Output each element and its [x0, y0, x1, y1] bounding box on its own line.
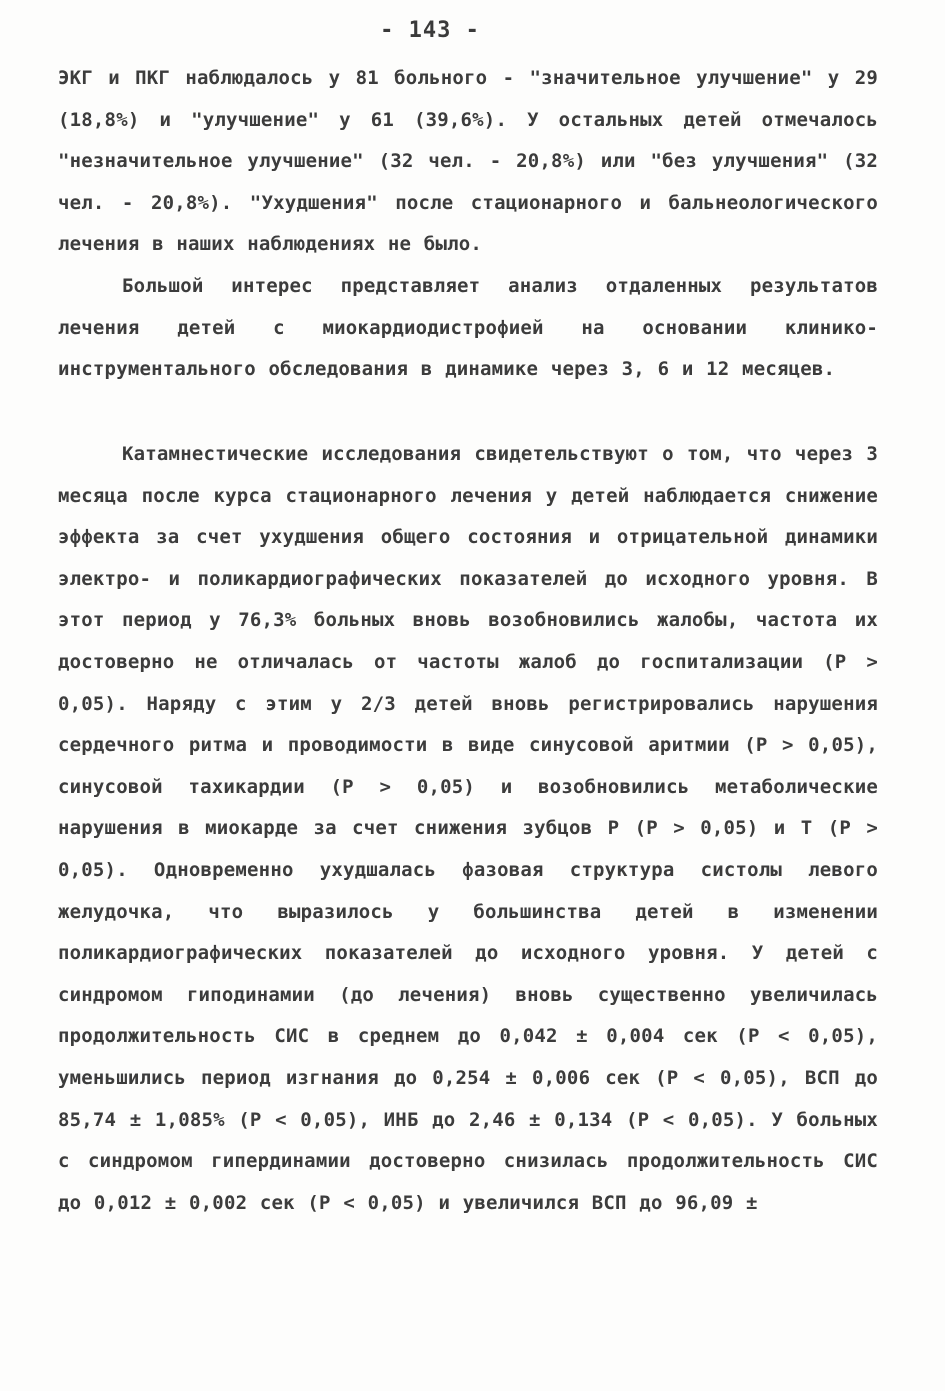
paragraph-3: Катамнестические исследования свидетельствуют о том, что через 3 месяца после курса стационарного лечения у детей наблюдается снижение эффекта за счет ухудшения общего состояния и отрицательной динамики электро- и поликардиографических показателей до исходного уровня. В этот период у 76,3% больных вновь возобновились жалобы, частота их достоверно не отличалась от частоты жалоб до госпитализации (P > 0,05). Наряду с этим у 2/3 детей вновь регистрировались нарушения сердечного ритма и проводимости в виде синусовой аритмии (P > 0,05), синусовой тахикардии (P > 0,05) и возобновились метаболические нарушения в миокарде за счет снижения зубцов P (P > 0,05) и T (P > 0,05). Одновременно ухудшалась фазовая структура систолы левого желудочка, что выразилось у большинства детей в изменении поликардиографических показателей до исходного уровня. У детей с синдромом гиподинамии (до лечения) вновь существенно увеличилась продолжительность СИС в среднем до 0,042 ± 0,004 сек (P < 0,05), уменьшились период изгнания до 0,254 ± 0,006 сек (P < 0,05), ВСП до 85,74 ± 1,085% (P < 0,05), ИНБ до 2,46 ± 0,134 (P < 0,05). У больных с синдромом гипердинамии достоверно снизилась продолжительность СИС до 0,012 ± 0,002 сек (P < 0,05) и увеличился ВСП до 96,09 ±: [58, 443, 878, 1214]
paragraph-2: Большой интерес представляет анализ отдаленных результатов лечения детей с миокардиодистрофией на основании клинико-инструментального обследования в динамике через 3, 6 и 12 месяцев.: [58, 275, 878, 381]
page-number: - 143 -: [380, 18, 480, 43]
paragraph-1: ЭКГ и ПКГ наблюдалось у 81 больного - "значительное улучшение" у 29 (18,8%) и "улучшение" у 61 (39,6%). У остальных детей отмечалось "незначительное улучшение" (32 чел. - 20,8%) или "без улучшения" (32 чел. - 20,8%). "Ухудшения" после стационарного и бальнеологического лечения в наших наблюдениях не было.: [58, 67, 878, 256]
